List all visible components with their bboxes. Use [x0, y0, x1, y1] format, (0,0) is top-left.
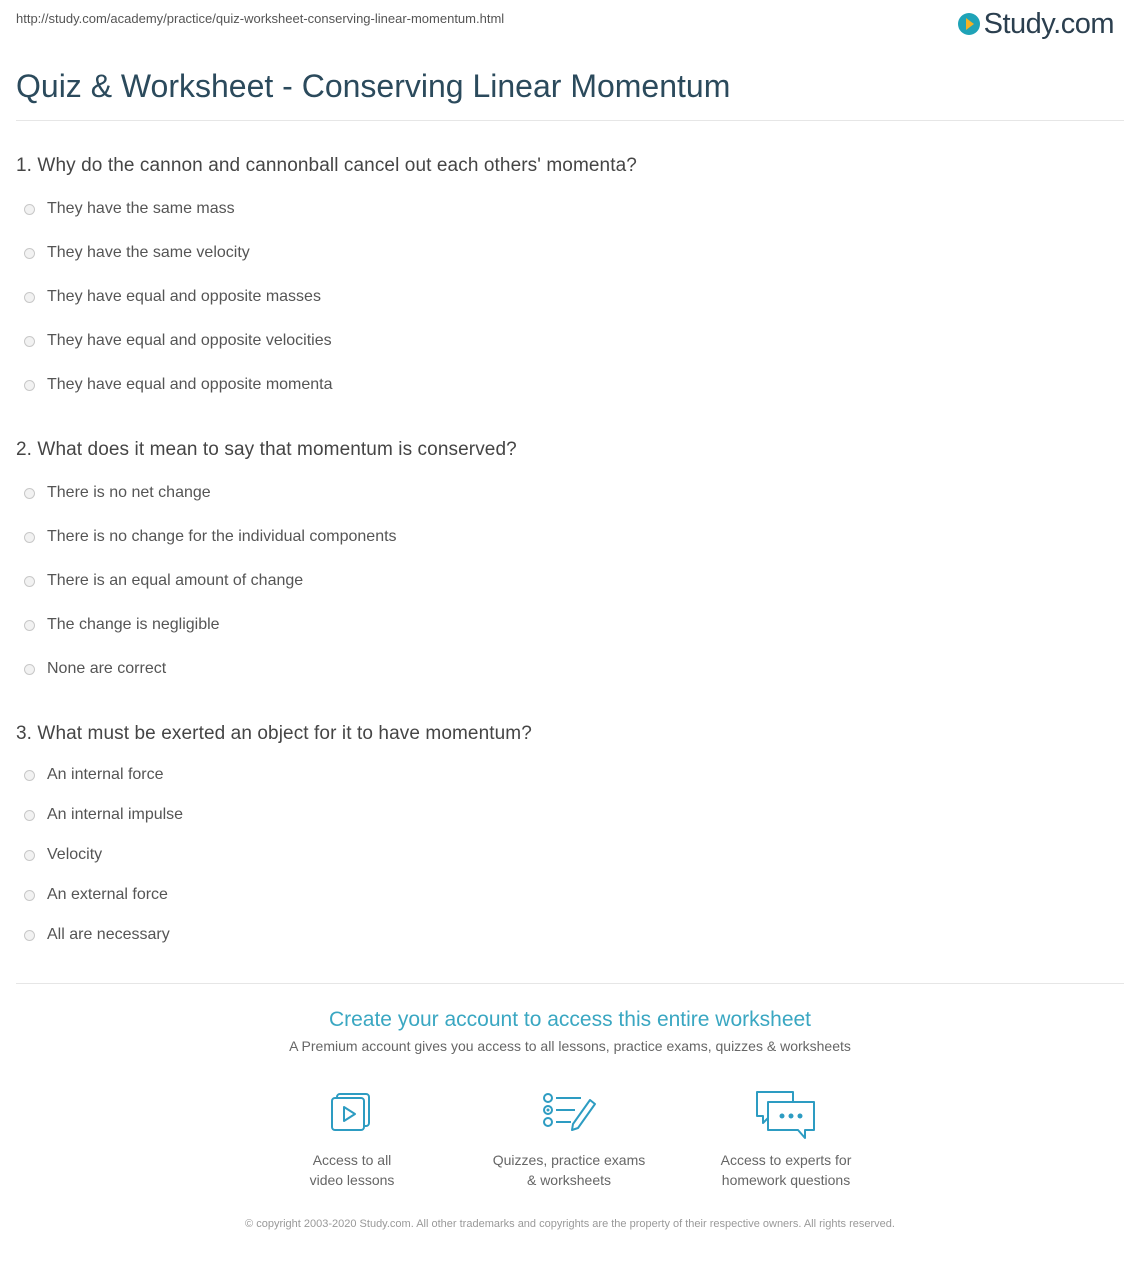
- feature-label-line1: Quizzes, practice exams: [492, 1152, 646, 1168]
- option-label: Velocity: [47, 846, 103, 863]
- feature-video-lessons: [262, 1088, 442, 1190]
- radio-button[interactable]: [24, 336, 35, 347]
- answer-option[interactable]: [16, 187, 1116, 231]
- answer-option[interactable]: [16, 559, 1116, 603]
- cta-title-link[interactable]: Create your account to access this entire worksheet: [328, 1008, 812, 1031]
- page-title: Quiz & Worksheet - Conserving Linear Momentum: [16, 68, 731, 104]
- study-logo[interactable]: [958, 8, 1114, 40]
- video-lessons-icon: [320, 1088, 384, 1144]
- radio-button[interactable]: [24, 576, 35, 587]
- answer-option[interactable]: [16, 515, 1116, 559]
- answer-option[interactable]: [16, 275, 1116, 319]
- play-circle-icon: [958, 13, 980, 35]
- radio-button[interactable]: [24, 810, 35, 821]
- answer-option[interactable]: [16, 875, 1116, 915]
- feature-quizzes: [479, 1088, 659, 1190]
- answer-option[interactable]: [16, 835, 1116, 875]
- option-label: There is an equal amount of change: [47, 572, 304, 589]
- answer-option[interactable]: [16, 647, 1116, 691]
- question-text: 1. Why do the cannon and cannonball cancel out each others' momenta?: [16, 155, 637, 176]
- feature-label-line2: homework questions: [721, 1172, 851, 1188]
- answer-option[interactable]: [16, 231, 1116, 275]
- question-2: [16, 439, 1116, 691]
- answer-option[interactable]: [16, 915, 1116, 955]
- option-label: They have the same velocity: [47, 244, 250, 261]
- feature-label-line2: & worksheets: [526, 1172, 612, 1188]
- option-label: An internal force: [47, 766, 164, 783]
- radio-button[interactable]: [24, 488, 35, 499]
- option-label: None are correct: [47, 660, 167, 677]
- feature-label-line2: video lessons: [309, 1172, 395, 1188]
- question-text: 3. What must be exerted an object for it to have momentum?: [16, 723, 532, 744]
- option-list: [16, 755, 1116, 955]
- radio-button[interactable]: [24, 850, 35, 861]
- option-label: An external force: [47, 886, 168, 903]
- option-label: There is no net change: [47, 484, 211, 501]
- chat-bubbles-icon: [754, 1088, 818, 1144]
- answer-option[interactable]: [16, 603, 1116, 647]
- option-list: [16, 471, 1116, 691]
- section-divider: [16, 983, 1124, 984]
- question-1: [16, 155, 1116, 407]
- radio-button[interactable]: [24, 930, 35, 941]
- question-3: [16, 723, 1116, 955]
- option-label: An internal impulse: [47, 806, 184, 823]
- option-label: They have equal and opposite velocities: [47, 332, 332, 349]
- radio-button[interactable]: [24, 292, 35, 303]
- signup-cta: [0, 1008, 1140, 1054]
- quiz-checklist-icon: [537, 1088, 601, 1144]
- radio-button[interactable]: [24, 532, 35, 543]
- feature-label-line1: Access to experts for: [720, 1152, 852, 1168]
- feature-experts: [696, 1088, 876, 1190]
- answer-option[interactable]: [16, 471, 1116, 515]
- answer-option[interactable]: [16, 363, 1116, 407]
- option-label: They have equal and opposite momenta: [47, 376, 333, 393]
- option-label: There is no change for the individual components: [47, 528, 397, 545]
- cta-subtitle: A Premium account gives you access to all lessons, practice exams, quizzes & worksheets: [289, 1038, 851, 1054]
- radio-button[interactable]: [24, 890, 35, 901]
- radio-button[interactable]: [24, 204, 35, 215]
- radio-button[interactable]: [24, 620, 35, 631]
- page-url: http://study.com/academy/practice/quiz-worksheet-conserving-linear-momentum.html: [16, 11, 505, 26]
- top-bar: [16, 8, 1124, 44]
- answer-option[interactable]: [16, 755, 1116, 795]
- radio-button[interactable]: [24, 770, 35, 781]
- radio-button[interactable]: [24, 380, 35, 391]
- title-divider: [16, 120, 1124, 121]
- question-text: 2. What does it mean to say that momentum is conserved?: [16, 439, 517, 460]
- option-list: [16, 187, 1116, 407]
- radio-button[interactable]: [24, 664, 35, 675]
- feature-list: [0, 1088, 1140, 1198]
- answer-option[interactable]: [16, 319, 1116, 363]
- radio-button[interactable]: [24, 248, 35, 259]
- answer-option[interactable]: [16, 795, 1116, 835]
- option-label: All are necessary: [47, 926, 170, 943]
- option-label: They have the same mass: [47, 200, 235, 217]
- logo-text: Study.com: [983, 7, 1114, 40]
- copyright-notice: © copyright 2003-2020 Study.com. All other trademarks and copyrights are the property of their respective owners. All rights reserved.: [245, 1218, 895, 1230]
- option-label: The change is negligible: [47, 616, 220, 633]
- feature-label-line1: Access to all: [312, 1152, 392, 1168]
- option-label: They have equal and opposite masses: [47, 288, 321, 305]
